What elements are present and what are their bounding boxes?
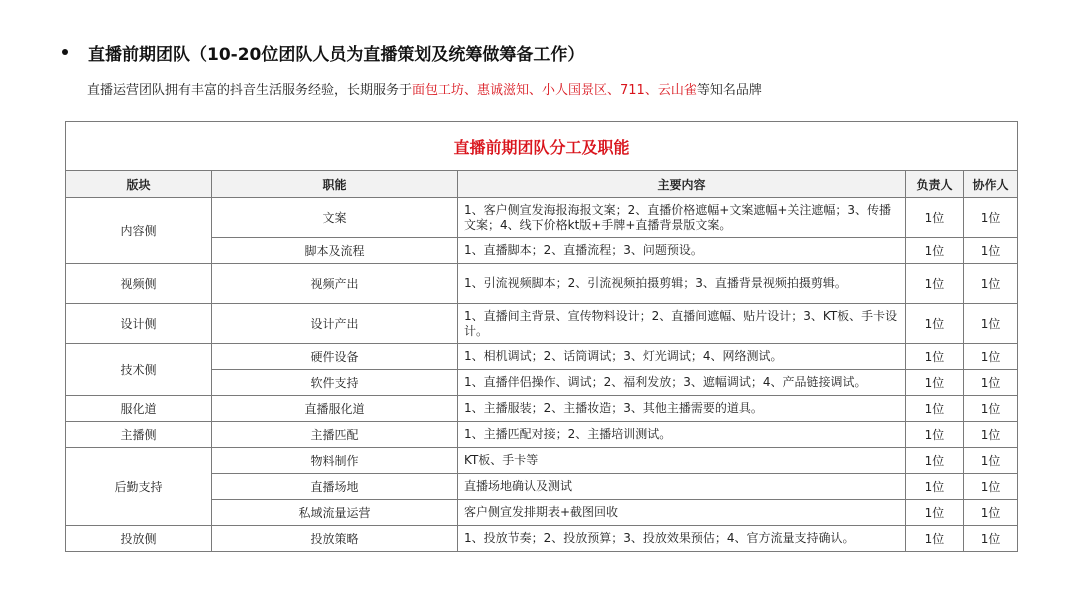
assistant-cell: 1位 [964, 264, 1018, 304]
assistant-cell: 1位 [964, 474, 1018, 500]
section-cell: 设计侧 [66, 304, 212, 344]
assistant-cell: 1位 [964, 422, 1018, 448]
assistant-cell: 1位 [964, 396, 1018, 422]
header-section: 版块 [66, 171, 212, 198]
table-row [66, 304, 1018, 344]
section-cell: 技术侧 [66, 344, 212, 396]
content-cell: 1、相机调试；2、话筒调试；3、灯光调试；4、网络测试。 [458, 344, 906, 370]
page-heading [62, 40, 584, 64]
table-row [66, 396, 1018, 422]
owner-cell: 1位 [906, 198, 964, 238]
function-cell: 私域流量运营 [212, 500, 458, 526]
assistant-cell: 1位 [964, 344, 1018, 370]
content-cell: 客户侧宣发排期表+截图回收 [458, 500, 906, 526]
content-cell: 1、引流视频脚本；2、引流视频拍摄剪辑；3、直播背景视频拍摄剪辑。 [458, 264, 906, 304]
team-duties-table [65, 121, 1018, 552]
table-row [66, 198, 1018, 238]
intro-prefix: 直播运营团队拥有丰富的抖音生活服务经验，长期服务于 [87, 83, 413, 98]
table-row [66, 526, 1018, 552]
function-cell: 主播匹配 [212, 422, 458, 448]
heading-text: 直播前期团队（10-20位团队人员为直播策划及统筹做筹备工作） [88, 44, 585, 65]
owner-cell: 1位 [906, 344, 964, 370]
function-cell: 投放策略 [212, 526, 458, 552]
table-header-row [66, 171, 1018, 198]
content-cell: 1、主播匹配对接；2、主播培训测试。 [458, 422, 906, 448]
owner-cell: 1位 [906, 370, 964, 396]
content-cell: 1、客户侧宣发海报海报文案；2、直播价格遮幅+文案遮幅+关注遮幅；3、传播文案；4、线下价格kt版+手牌+直播背景版文案。 [458, 198, 906, 238]
owner-cell: 1位 [906, 526, 964, 552]
header-owner: 负责人 [906, 171, 964, 198]
owner-cell: 1位 [906, 304, 964, 344]
assistant-cell: 1位 [964, 198, 1018, 238]
content-cell: 1、直播间主背景、宣传物料设计；2、直播间遮幅、贴片设计；3、KT板、手卡设计。 [458, 304, 906, 344]
function-cell: 硬件设备 [212, 344, 458, 370]
function-cell: 文案 [212, 198, 458, 238]
table-row [66, 422, 1018, 448]
bullet-icon [62, 49, 68, 55]
table-title: 直播前期团队分工及职能 [66, 122, 1018, 171]
intro-suffix: 等知名品牌 [696, 83, 762, 98]
assistant-cell: 1位 [964, 238, 1018, 264]
owner-cell: 1位 [906, 500, 964, 526]
section-cell: 投放侧 [66, 526, 212, 552]
section-cell: 主播侧 [66, 422, 212, 448]
assistant-cell: 1位 [964, 304, 1018, 344]
owner-cell: 1位 [906, 396, 964, 422]
owner-cell: 1位 [906, 238, 964, 264]
content-cell: 1、直播伴侣操作、调试；2、福利发放；3、遮幅调试；4、产品链接调试。 [458, 370, 906, 396]
intro-brands: 面包工坊、惠诚滋知、小人国景区、711、云山雀 [412, 83, 697, 98]
section-cell: 后勤支持 [66, 448, 212, 526]
assistant-cell: 1位 [964, 370, 1018, 396]
assistant-cell: 1位 [964, 526, 1018, 552]
content-cell: KT板、手卡等 [458, 448, 906, 474]
owner-cell: 1位 [906, 422, 964, 448]
table-row [66, 344, 1018, 370]
intro-line [87, 79, 762, 98]
function-cell: 直播场地 [212, 474, 458, 500]
content-cell: 1、主播服装；2、主播妆造；3、其他主播需要的道具。 [458, 396, 906, 422]
function-cell: 设计产出 [212, 304, 458, 344]
function-cell: 视频产出 [212, 264, 458, 304]
section-cell: 视频侧 [66, 264, 212, 304]
table-row [66, 448, 1018, 474]
assistant-cell: 1位 [964, 500, 1018, 526]
owner-cell: 1位 [906, 448, 964, 474]
content-cell: 1、投放节奏；2、投放预算；3、投放效果预估；4、官方流量支持确认。 [458, 526, 906, 552]
content-cell: 1、直播脚本；2、直播流程；3、问题预设。 [458, 238, 906, 264]
assistant-cell: 1位 [964, 448, 1018, 474]
owner-cell: 1位 [906, 474, 964, 500]
table-row [66, 264, 1018, 304]
header-assistant: 协作人 [964, 171, 1018, 198]
function-cell: 软件支持 [212, 370, 458, 396]
function-cell: 物料制作 [212, 448, 458, 474]
header-function: 职能 [212, 171, 458, 198]
function-cell: 脚本及流程 [212, 238, 458, 264]
owner-cell: 1位 [906, 264, 964, 304]
content-cell: 直播场地确认及测试 [458, 474, 906, 500]
section-cell: 服化道 [66, 396, 212, 422]
header-content: 主要内容 [458, 171, 906, 198]
section-cell: 内容侧 [66, 198, 212, 264]
function-cell: 直播服化道 [212, 396, 458, 422]
